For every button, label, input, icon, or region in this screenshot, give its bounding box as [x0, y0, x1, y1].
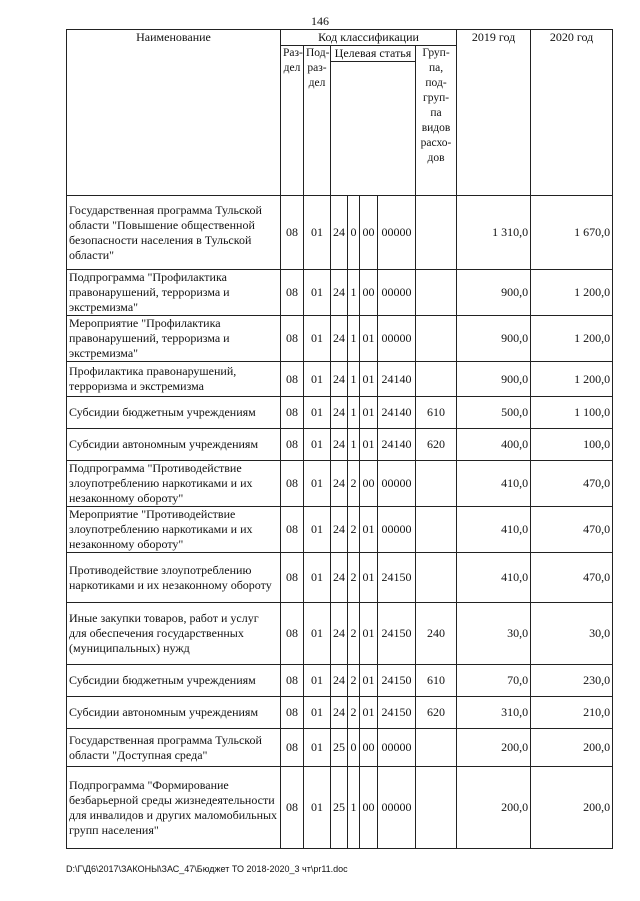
- row-target-program: 24: [331, 316, 348, 362]
- row-name: Профилактика правонарушений, терроризма и экстремизма: [67, 362, 281, 397]
- row-name: Государственная программа Тульской области "Доступная среда": [67, 729, 281, 767]
- row-target-program: 24: [331, 270, 348, 316]
- row-target-direction: 00000: [378, 729, 416, 767]
- table-row: [67, 767, 613, 849]
- header-name: Наименование: [67, 30, 281, 196]
- header-year-2019: 2019 год: [457, 30, 531, 196]
- row-target-direction: 24140: [378, 362, 416, 397]
- row-expense-group: [416, 196, 457, 270]
- row-amount-2019: 310,0: [457, 697, 531, 729]
- row-expense-group: [416, 270, 457, 316]
- row-expense-group: 620: [416, 697, 457, 729]
- row-section: 08: [281, 196, 304, 270]
- row-amount-2020: 200,0: [531, 767, 613, 849]
- row-amount-2020: 470,0: [531, 553, 613, 603]
- row-target-direction: 00000: [378, 316, 416, 362]
- row-subsection: 01: [304, 196, 331, 270]
- row-name: Субсидии бюджетным учреждениям: [67, 397, 281, 429]
- table-row: [67, 507, 613, 553]
- row-subsection: 01: [304, 397, 331, 429]
- row-amount-2020: 1 200,0: [531, 362, 613, 397]
- header-code-group: Код классификации: [281, 30, 457, 46]
- row-amount-2020: 230,0: [531, 665, 613, 697]
- row-target-event: 00: [360, 461, 378, 507]
- row-section: 08: [281, 429, 304, 461]
- row-amount-2020: 1 200,0: [531, 316, 613, 362]
- table-row: [67, 665, 613, 697]
- row-amount-2020: 1 200,0: [531, 270, 613, 316]
- row-target-direction: 00000: [378, 196, 416, 270]
- row-section: 08: [281, 362, 304, 397]
- row-expense-group: 610: [416, 397, 457, 429]
- row-section: 08: [281, 397, 304, 429]
- row-amount-2019: 900,0: [457, 362, 531, 397]
- row-subsection: 01: [304, 362, 331, 397]
- row-target-event: 01: [360, 507, 378, 553]
- table-row: [67, 429, 613, 461]
- row-name: Государственная программа Тульской области "Повышение общественной безопасности населения в Тульской области": [67, 196, 281, 270]
- row-target-direction: 24150: [378, 665, 416, 697]
- header-section: Раз- дел: [281, 46, 304, 196]
- row-target-direction: 24140: [378, 429, 416, 461]
- row-subsection: 01: [304, 461, 331, 507]
- row-target-subprogram: 2: [348, 603, 360, 665]
- row-target-direction: 00000: [378, 507, 416, 553]
- row-expense-group: 240: [416, 603, 457, 665]
- table-row: [67, 270, 613, 316]
- row-target-program: 24: [331, 429, 348, 461]
- row-target-event: 00: [360, 196, 378, 270]
- table-row: [67, 697, 613, 729]
- row-target-program: 24: [331, 461, 348, 507]
- row-expense-group: [416, 316, 457, 362]
- row-target-event: 00: [360, 270, 378, 316]
- row-target-program: 25: [331, 767, 348, 849]
- row-amount-2019: 200,0: [457, 767, 531, 849]
- row-target-event: 01: [360, 553, 378, 603]
- table-row: [67, 461, 613, 507]
- row-amount-2019: 900,0: [457, 270, 531, 316]
- row-expense-group: [416, 729, 457, 767]
- row-subsection: 01: [304, 729, 331, 767]
- row-amount-2019: 30,0: [457, 603, 531, 665]
- row-name: Противодействие злоупотреблению наркотиками и их незаконному обороту: [67, 553, 281, 603]
- row-subsection: 01: [304, 429, 331, 461]
- row-expense-group: 610: [416, 665, 457, 697]
- row-expense-group: [416, 507, 457, 553]
- row-name: Субсидии автономным учреждениям: [67, 429, 281, 461]
- row-subsection: 01: [304, 665, 331, 697]
- row-name: Мероприятие "Профилактика правонарушений, терроризма и экстремизма": [67, 316, 281, 362]
- table-row: [67, 729, 613, 767]
- row-target-event: 00: [360, 767, 378, 849]
- row-section: 08: [281, 316, 304, 362]
- row-target-subprogram: 1: [348, 362, 360, 397]
- row-expense-group: [416, 767, 457, 849]
- row-amount-2019: 410,0: [457, 553, 531, 603]
- row-target-subprogram: 2: [348, 665, 360, 697]
- table-body: [67, 196, 613, 849]
- row-amount-2020: 1 670,0: [531, 196, 613, 270]
- row-amount-2020: 30,0: [531, 603, 613, 665]
- row-target-subprogram: 1: [348, 767, 360, 849]
- row-subsection: 01: [304, 270, 331, 316]
- row-amount-2019: 900,0: [457, 316, 531, 362]
- row-section: 08: [281, 767, 304, 849]
- row-amount-2019: 1 310,0: [457, 196, 531, 270]
- row-target-subprogram: 2: [348, 697, 360, 729]
- row-name: Подпрограмма "Противодействие злоупотреблению наркотиками и их незаконному обороту": [67, 461, 281, 507]
- row-target-subprogram: 0: [348, 729, 360, 767]
- row-target-direction: 00000: [378, 461, 416, 507]
- header-year-2020: 2020 год: [531, 30, 613, 196]
- row-amount-2019: 410,0: [457, 461, 531, 507]
- row-target-subprogram: 2: [348, 461, 360, 507]
- row-section: 08: [281, 553, 304, 603]
- row-target-direction: 00000: [378, 270, 416, 316]
- row-name: Субсидии автономным учреждениям: [67, 697, 281, 729]
- row-section: 08: [281, 603, 304, 665]
- table-row: [67, 397, 613, 429]
- row-target-subprogram: 2: [348, 507, 360, 553]
- row-target-program: 24: [331, 553, 348, 603]
- row-target-subprogram: 0: [348, 196, 360, 270]
- row-target-program: 24: [331, 603, 348, 665]
- row-amount-2020: 1 100,0: [531, 397, 613, 429]
- row-expense-group: 620: [416, 429, 457, 461]
- row-target-program: 24: [331, 507, 348, 553]
- row-section: 08: [281, 461, 304, 507]
- table-row: [67, 196, 613, 270]
- row-target-direction: 24150: [378, 603, 416, 665]
- row-subsection: 01: [304, 603, 331, 665]
- row-subsection: 01: [304, 553, 331, 603]
- header-target-item: Целевая статья: [331, 46, 416, 62]
- row-name: Подпрограмма "Профилактика правонарушений, терроризма и экстремизма": [67, 270, 281, 316]
- table-row: [67, 603, 613, 665]
- row-amount-2019: 200,0: [457, 729, 531, 767]
- row-subsection: 01: [304, 507, 331, 553]
- row-amount-2020: 470,0: [531, 507, 613, 553]
- row-target-event: 00: [360, 729, 378, 767]
- row-target-subprogram: 1: [348, 270, 360, 316]
- row-target-direction: 24140: [378, 397, 416, 429]
- header-target-item-body: [331, 62, 416, 196]
- row-target-program: 24: [331, 362, 348, 397]
- row-subsection: 01: [304, 697, 331, 729]
- row-section: 08: [281, 729, 304, 767]
- row-subsection: 01: [304, 767, 331, 849]
- row-target-event: 01: [360, 603, 378, 665]
- row-name: Иные закупки товаров, работ и услуг для обеспечения государственных (муниципальных) нужд: [67, 603, 281, 665]
- row-name: Подпрограмма "Формирование безбарьерной среды жизнедеятельности для инвалидов и других маломобильных групп населения": [67, 767, 281, 849]
- table-row: [67, 362, 613, 397]
- row-target-subprogram: 1: [348, 316, 360, 362]
- row-target-event: 01: [360, 397, 378, 429]
- row-section: 08: [281, 697, 304, 729]
- row-target-program: 24: [331, 665, 348, 697]
- row-section: 08: [281, 270, 304, 316]
- footer-file-path: D:\Г\Д6\2017\ЗАКОНЫ\ЗАС_47\Бюджет ТО 2018-2020_3 чт\pr11.doc: [66, 864, 348, 874]
- table-row: [67, 553, 613, 603]
- row-target-subprogram: 2: [348, 553, 360, 603]
- table-row: [67, 316, 613, 362]
- row-target-subprogram: 1: [348, 429, 360, 461]
- row-amount-2020: 210,0: [531, 697, 613, 729]
- row-target-event: 01: [360, 316, 378, 362]
- row-target-direction: 24150: [378, 697, 416, 729]
- row-name: Субсидии бюджетным учреждениям: [67, 665, 281, 697]
- row-amount-2019: 400,0: [457, 429, 531, 461]
- row-target-direction: 24150: [378, 553, 416, 603]
- row-target-program: 24: [331, 397, 348, 429]
- row-target-event: 01: [360, 665, 378, 697]
- budget-table: [66, 29, 613, 849]
- row-target-direction: 00000: [378, 767, 416, 849]
- row-name: Мероприятие "Противодействие злоупотреблению наркотиками и их незаконному обороту": [67, 507, 281, 553]
- row-target-subprogram: 1: [348, 397, 360, 429]
- row-amount-2019: 500,0: [457, 397, 531, 429]
- row-amount-2020: 100,0: [531, 429, 613, 461]
- row-target-event: 01: [360, 362, 378, 397]
- row-target-program: 24: [331, 697, 348, 729]
- row-target-event: 01: [360, 429, 378, 461]
- row-amount-2020: 200,0: [531, 729, 613, 767]
- row-amount-2019: 410,0: [457, 507, 531, 553]
- row-target-program: 25: [331, 729, 348, 767]
- row-amount-2019: 70,0: [457, 665, 531, 697]
- header-expense-group: Груп- па, под- груп- па видов расхо- дов: [416, 46, 457, 196]
- page-number: 146: [311, 14, 329, 28]
- row-expense-group: [416, 553, 457, 603]
- row-section: 08: [281, 507, 304, 553]
- row-expense-group: [416, 461, 457, 507]
- row-target-program: 24: [331, 196, 348, 270]
- row-section: 08: [281, 665, 304, 697]
- header-subsection: Под- раз- дел: [304, 46, 331, 196]
- row-target-event: 01: [360, 697, 378, 729]
- row-subsection: 01: [304, 316, 331, 362]
- row-amount-2020: 470,0: [531, 461, 613, 507]
- row-expense-group: [416, 362, 457, 397]
